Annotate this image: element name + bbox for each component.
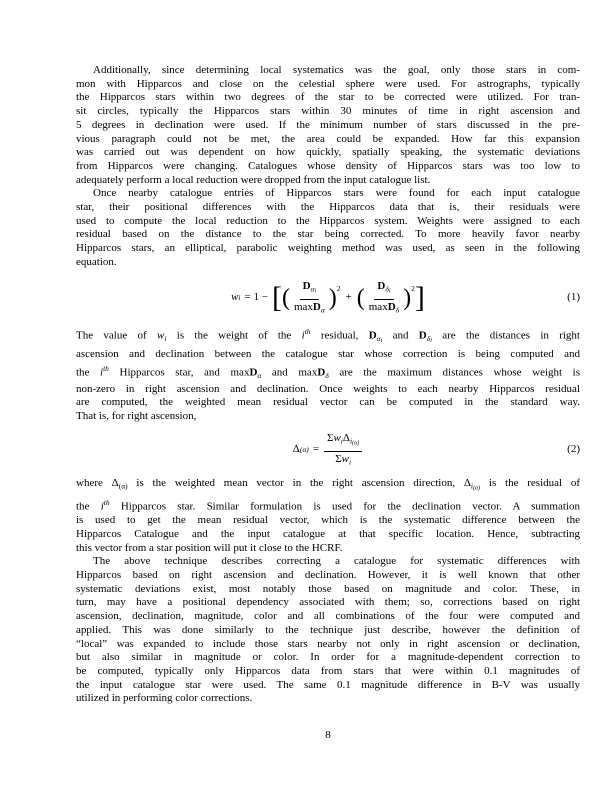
text-segment: (α) <box>118 481 128 491</box>
text-segment: i <box>430 337 432 344</box>
text-segment: D <box>418 329 427 342</box>
text-line <box>76 679 580 693</box>
text-segment: i <box>100 500 104 513</box>
text-line <box>76 78 580 92</box>
eq2-num-w: w <box>333 431 341 444</box>
text-line <box>76 583 580 597</box>
text-line <box>76 410 580 424</box>
eq2-delta-sub: (α) <box>299 445 309 455</box>
eq1-f2-den-D: D <box>387 301 396 314</box>
eq1-f1-num-subsub: i <box>314 288 317 295</box>
text-segment: Hipparcos star, and max <box>108 366 250 379</box>
text-segment: utilized in performing color corrections. <box>76 692 253 705</box>
text-segment: i <box>470 481 474 491</box>
text-line <box>76 496 580 514</box>
text-segment: The above technique describes correcting a catalogue for systematic differences with <box>93 555 580 568</box>
text-segment: but also similar in magnitude or color. In order for a magnitude-dependent correction to <box>76 651 580 664</box>
text-line <box>76 228 580 242</box>
text-segment: D <box>317 366 326 379</box>
text-segment: is used to get the mean residual vector, which is the systematic difference between the <box>76 514 580 527</box>
text-line <box>76 146 580 160</box>
text-line <box>76 201 580 215</box>
text-line <box>76 610 580 624</box>
text-segment: the <box>76 366 101 379</box>
text-segment: D <box>368 329 377 342</box>
text-segment: that is, their residuals <box>417 201 549 214</box>
text-segment: this vector from a star position will put it close to the HCRF. <box>76 541 343 554</box>
text-segment: Δ <box>463 476 471 489</box>
text-segment: are the maximum distances whose weight is <box>328 366 580 379</box>
text-segment: Hipparcos based on right ascension and declination. However, it is well known that other <box>76 568 580 581</box>
eq1-f2-D: D <box>377 279 386 292</box>
text-line <box>76 396 580 410</box>
text-line <box>76 348 580 362</box>
text-segment: th <box>304 326 311 336</box>
eq1-f2-den-sub: δ <box>395 305 400 315</box>
eq2-num-delta-sub: i <box>349 436 353 446</box>
text-line <box>76 651 580 665</box>
text-line <box>76 215 580 229</box>
text-segment: (α) <box>473 485 481 492</box>
text-line <box>76 528 580 542</box>
equation-1-body: w i = 1 − [ ( $\frac{D_{\alpha i}}{\max D_\alpha}$ ) 2 + ( $\frac{D_{\delta i}}{\max D_\delta}$ ) 2 ] <box>231 279 425 315</box>
text-line <box>76 174 580 188</box>
text-segment: were <box>558 201 581 214</box>
eq1-fraction-delta <box>366 280 402 317</box>
text-line <box>76 256 580 270</box>
text-segment: from Hipparcos were changing. Catalogues whose density of Hipparcos stars was too low to <box>76 159 580 172</box>
text-segment: w <box>157 329 165 342</box>
text-segment: i <box>100 366 104 379</box>
eq2-fraction <box>324 432 362 469</box>
text-segment: where <box>76 476 112 489</box>
paragraph-5 <box>76 555 580 706</box>
text-segment: the <box>76 500 101 513</box>
eq1-f2-num-sub: δ <box>385 284 389 294</box>
paragraph-4 <box>76 477 580 556</box>
equation-2-number: (2) <box>567 443 580 456</box>
eq2-numerator <box>324 432 362 453</box>
eq1-f1-max: max <box>293 301 313 314</box>
text-segment: is the weight of the <box>166 329 302 342</box>
text-line <box>76 362 580 383</box>
eq1-fraction-alpha <box>291 280 328 317</box>
text-line <box>76 160 580 174</box>
text-segment: and max <box>261 366 318 379</box>
text-segment: applied. This was done similarly to the technique just describe, however the definition of <box>76 623 580 636</box>
text-line <box>76 187 580 201</box>
eq1-f1-num-sub: α <box>310 284 315 294</box>
eq1-f1-den-sub: α <box>320 305 325 315</box>
eq1-close-paren-squared-2: ) 2 <box>403 284 415 312</box>
text-segment: Hipparcos Catalogue and the input catalogue at that specific location. Hence, subtracting <box>76 527 580 540</box>
eq2-delta: Δ <box>292 443 300 456</box>
eq2-den-sigma: Σ <box>335 453 342 466</box>
text-segment: turn, may have a positional dependency associated with them; so, corrections based on right <box>76 596 580 609</box>
text-line <box>76 91 580 105</box>
text-segment: th <box>103 363 109 373</box>
eq2-num-delta-subsub: (α) <box>352 440 360 447</box>
text-segment: D <box>249 366 258 379</box>
text-line <box>76 596 580 610</box>
text-segment: th <box>103 497 110 507</box>
text-segment: α <box>257 370 262 380</box>
text-segment: residual, <box>310 329 369 342</box>
equation-2-body <box>293 432 363 469</box>
eq1-f1-den-D: D <box>312 301 321 314</box>
text-line <box>76 638 580 652</box>
text-segment: δ <box>426 333 431 343</box>
text-segment: Hipparcos stars, an elliptical, parabolic weighting method was used, as seen in the following <box>76 242 580 255</box>
text-segment: was carried out was dependent on how quickly, spatially speaking, the systematic deviations <box>76 146 580 159</box>
eq2-denominator <box>332 452 354 469</box>
text-segment: ascension, declination, magnitude, color and all combinations of the four were computed and <box>76 610 580 623</box>
text-line <box>76 64 580 78</box>
text-segment: star, their positional differences with the Hipparcos data <box>76 201 408 214</box>
text-segment: α <box>376 333 381 343</box>
text-line <box>76 514 580 528</box>
text-segment: “local” was expanded to include those stars nearby not only in right ascension or declination, <box>76 637 580 650</box>
eq1-f1-denominator <box>291 300 328 317</box>
eq1-f1-numerator <box>300 280 320 301</box>
text-line <box>76 325 580 349</box>
eq1-plus: + <box>345 291 352 304</box>
text-segment: i <box>380 337 383 344</box>
equation-1 <box>76 280 580 317</box>
text-segment: ascension and declination between the catalogue star whose correction is being computed and <box>76 348 580 361</box>
eq2-lhs <box>293 443 323 457</box>
text-line <box>76 665 580 679</box>
text-line <box>76 119 580 133</box>
eq2-relation: = <box>312 443 320 456</box>
text-segment: be computed, typically only Hipparcos data from stars that were within 0.1 magnitudes of <box>76 664 580 677</box>
text-line <box>76 242 580 256</box>
text-line <box>76 569 580 583</box>
equation-1-number: (1) <box>567 291 580 304</box>
text-segment: vious paragraph could not be met, the area could be expanded. How far this expansion <box>76 132 580 145</box>
text-line <box>76 555 580 569</box>
text-line <box>76 692 580 706</box>
eq1-f2-max: max <box>368 301 388 314</box>
eq2-num-delta: Δ <box>342 431 350 444</box>
text-segment: Additionally, since determining local systematics was the goal, only those stars in com- <box>93 64 580 76</box>
eq1-f2-num-subsub: i <box>388 288 391 295</box>
page-number: 8 <box>325 729 331 741</box>
text-segment: adequately perform a local reduction were dropped from the input catalogue list. <box>76 173 431 186</box>
eq2-num-w-sub: i <box>340 436 343 446</box>
text-segment: sit circles, typically the Hipparcos stars within 30 minutes of time in right ascension and <box>76 105 580 118</box>
eq2-den-w-sub: i <box>348 457 352 467</box>
equation-2 <box>76 432 580 469</box>
text-segment: used to compute the local reduction to the Hipparcos system. Weights were assigned to each <box>76 214 580 227</box>
text-segment: δ <box>325 370 329 380</box>
text-line <box>76 624 580 638</box>
text-segment: is the weighted mean vector in the right ascension direction, <box>127 476 464 489</box>
eq1-lhs <box>231 291 272 305</box>
eq1-f1-D: D <box>302 279 311 292</box>
text-segment: systematic deviations exist, most notably those based on magnitude and color. These, in <box>76 582 580 595</box>
text-line <box>76 477 580 496</box>
text-line <box>76 133 580 147</box>
text-line <box>76 542 580 556</box>
text-segment: and <box>382 329 419 342</box>
text-segment: are computed, the weighted mean residual vector can be computed in the standard way. <box>76 396 580 409</box>
text-segment: i <box>301 329 305 342</box>
eq1-w: w <box>231 291 239 304</box>
text-segment: the Hipparcos stars within two degrees of the star to be corrected were utilized. For tran- <box>76 91 580 104</box>
eq2-den-w: w <box>341 453 349 466</box>
eq1-exponent-2: 2 <box>411 284 415 294</box>
text-segment: Hipparcos star. Similar formulation is used for the declination vector. A summation <box>109 500 580 513</box>
eq2-num-sigma: Σ <box>327 431 334 444</box>
text-segment: are the distances in right <box>431 329 580 342</box>
eq1-close-paren-squared-1: ) 2 <box>328 284 341 312</box>
text-block <box>76 64 580 706</box>
text-segment: i <box>164 333 167 343</box>
text-segment: mon with Hipparcos and close on the celestial sphere were used. For astrographs, typically <box>76 77 580 90</box>
text-segment: non-zero in right ascension and declination. Once weights to each nearby Hipparcos residual <box>76 382 580 395</box>
text-segment: the input catalogue star were used. The same 0.1 magnitude difference in B-V was usually <box>76 678 580 691</box>
text-segment: equation. <box>76 255 117 268</box>
paragraph-3 <box>76 325 580 424</box>
text-segment: The value of <box>76 329 158 342</box>
eq1-f2-numerator <box>374 280 393 301</box>
eq1-w-sub: i <box>238 293 241 303</box>
eq1-exponent-1: 2 <box>336 284 341 294</box>
eq1-relation: = 1 − <box>244 291 268 304</box>
text-segment: 5 degrees in declination were used. If the minimum number of stars discussed in the pre- <box>76 118 580 131</box>
text-segment: residual based on the distance to the star being corrected. To more heavily favor nearby <box>76 228 580 241</box>
text-segment: Δ <box>111 476 119 489</box>
text-segment: is the residual of <box>480 476 580 489</box>
text-segment: Once nearby catalogue entries of Hipparcos stars were found for each input catalogue <box>93 187 580 200</box>
paragraph-1 <box>76 64 580 187</box>
paragraph-2 <box>76 187 580 269</box>
eq1-f2-denominator <box>366 300 402 317</box>
text-line <box>76 105 580 119</box>
text-segment: That is, for right ascension, <box>76 410 197 423</box>
text-line <box>76 383 580 397</box>
